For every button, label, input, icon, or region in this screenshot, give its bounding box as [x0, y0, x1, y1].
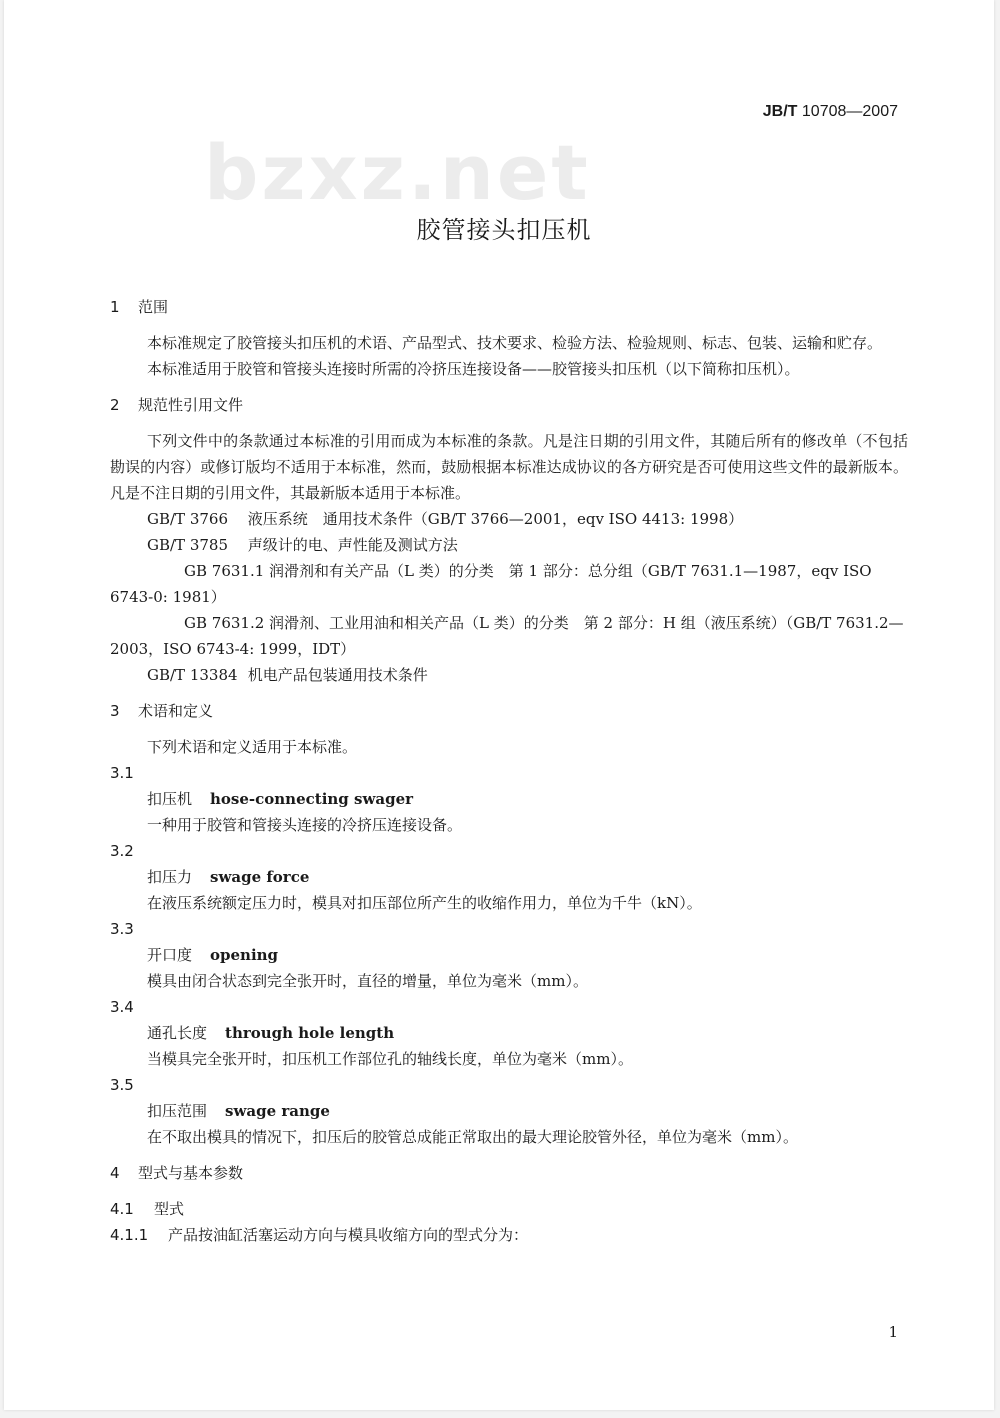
term-definition: 一种用于胶管和管接头连接的冷挤压连接设备。: [147, 816, 463, 834]
clause-4-1-1: [110, 1222, 908, 1248]
term-definition: 在液压系统额定压力时，模具对扣压部位所产生的收缩作用力，单位为千牛（kN）。: [147, 894, 702, 912]
term-number: 3.3: [110, 920, 134, 938]
reference-item: [110, 532, 908, 558]
term: [110, 1098, 908, 1124]
document-page: [4, 0, 994, 1410]
reference-text: 润滑剂、工业用油和相关产品（L 类）的分类 第 2 部分：H 组（液压系统）（GB/T 7631.2—2003，ISO 6743-4: 1999，IDT）: [110, 614, 904, 658]
reference-text: 液压系统 通用技术条件（GB/T 3766—2001，eqv ISO 4413: 1998）: [247, 510, 744, 528]
page-number: 1: [888, 1323, 898, 1341]
section-number: 1: [110, 298, 120, 316]
reference-text: 润滑剂和有关产品（L 类）的分类 第 1 部分：总分组（GB/T 7631.1—1987，eqv ISO 6743-0: 1981）: [110, 562, 872, 606]
section-title: 范围: [138, 298, 169, 316]
term: [110, 864, 908, 890]
term-chinese: 扣压机: [147, 790, 193, 808]
reference-text: 声级计的电、声性能及测试方法: [247, 536, 458, 554]
section-4-heading: [110, 1160, 908, 1186]
reference-item: [110, 506, 908, 532]
section-2-heading: [110, 392, 908, 418]
reference-code: GB 7631.1: [184, 562, 265, 580]
section-1-heading: [110, 294, 908, 320]
subsection-title: 型式: [154, 1200, 185, 1218]
reference-code: GB 7631.2: [184, 614, 265, 632]
subsection-number: 4.1: [110, 1200, 134, 1218]
standard-number: [763, 103, 898, 121]
document-title: 胶管接头扣压机: [416, 216, 592, 244]
reference-code: GB/T 13384: [147, 666, 238, 684]
term-english: swage range: [225, 1102, 330, 1120]
standard-code: 10708—2007: [801, 103, 898, 120]
term-chinese: 通孔长度: [147, 1024, 208, 1042]
term: [110, 786, 908, 812]
paragraph: 本标准适用于胶管和管接头连接时所需的冷挤压连接设备——胶管接头扣压机（以下简称扣压机）。: [147, 360, 800, 378]
paragraph: 下列文件中的条款通过本标准的引用而成为本标准的条款。凡是注日期的引用文件，其随后所有的修改单（不包括勘误的内容）或修订版均不适用于本标准，然而，鼓励根据本标准达成协议的各方研究是否可使用这些文件的最新版本。凡是不注日期的引用文件，其最新版本适用于本标准。: [110, 432, 908, 502]
term: [110, 1020, 908, 1046]
term-chinese: 开口度: [147, 946, 193, 964]
reference-code: GB/T 3766: [147, 510, 229, 528]
watermark: bzxz.net: [204, 128, 591, 217]
clause-number: 4.1.1: [110, 1226, 149, 1244]
reference-item: [110, 558, 908, 610]
clause-text: 产品按油缸活塞运动方向与模具收缩方向的型式分为：: [168, 1226, 529, 1244]
paragraph: 本标准规定了胶管接头扣压机的术语、产品型式、技术要求、检验方法、检验规则、标志、包装、运输和贮存。: [147, 334, 883, 352]
reference-item: [110, 662, 908, 688]
term-definition: 模具由闭合状态到完全张开时，直径的增量，单位为毫米（mm）。: [147, 972, 588, 990]
reference-text: 机电产品包装通用技术条件: [247, 666, 428, 684]
term-chinese: 扣压力: [147, 868, 193, 886]
term-number: 3.1: [110, 764, 134, 782]
term-english: through hole length: [225, 1024, 395, 1042]
section-number: 3: [110, 702, 120, 720]
section-number: 4: [110, 1164, 120, 1182]
standard-prefix: JB/T: [762, 103, 798, 120]
section-3-heading: [110, 698, 908, 724]
reference-code: GB/T 3785: [147, 536, 229, 554]
section-title: 型式与基本参数: [138, 1164, 244, 1182]
term-english: hose-connecting swager: [210, 790, 414, 808]
subsection-4-1-heading: [110, 1196, 908, 1222]
paragraph: 下列术语和定义适用于本标准。: [147, 738, 358, 756]
section-title: 规范性引用文件: [138, 396, 244, 414]
section-title: 术语和定义: [138, 702, 214, 720]
reference-item: [110, 610, 908, 662]
document-body: [110, 294, 908, 1248]
term-definition: 在不取出模具的情况下，扣压后的胶管总成能正常取出的最大理论胶管外径，单位为毫米（mm）。: [147, 1128, 798, 1146]
section-number: 2: [110, 396, 120, 414]
term-definition: 当模具完全张开时，扣压机工作部位孔的轴线长度，单位为毫米（mm）。: [147, 1050, 633, 1068]
term-number: 3.2: [110, 842, 134, 860]
term-chinese: 扣压范围: [147, 1102, 208, 1120]
term-english: swage force: [210, 868, 310, 886]
term-number: 3.4: [110, 998, 134, 1016]
term: [110, 942, 908, 968]
term-english: opening: [210, 946, 279, 964]
term-number: 3.5: [110, 1076, 134, 1094]
